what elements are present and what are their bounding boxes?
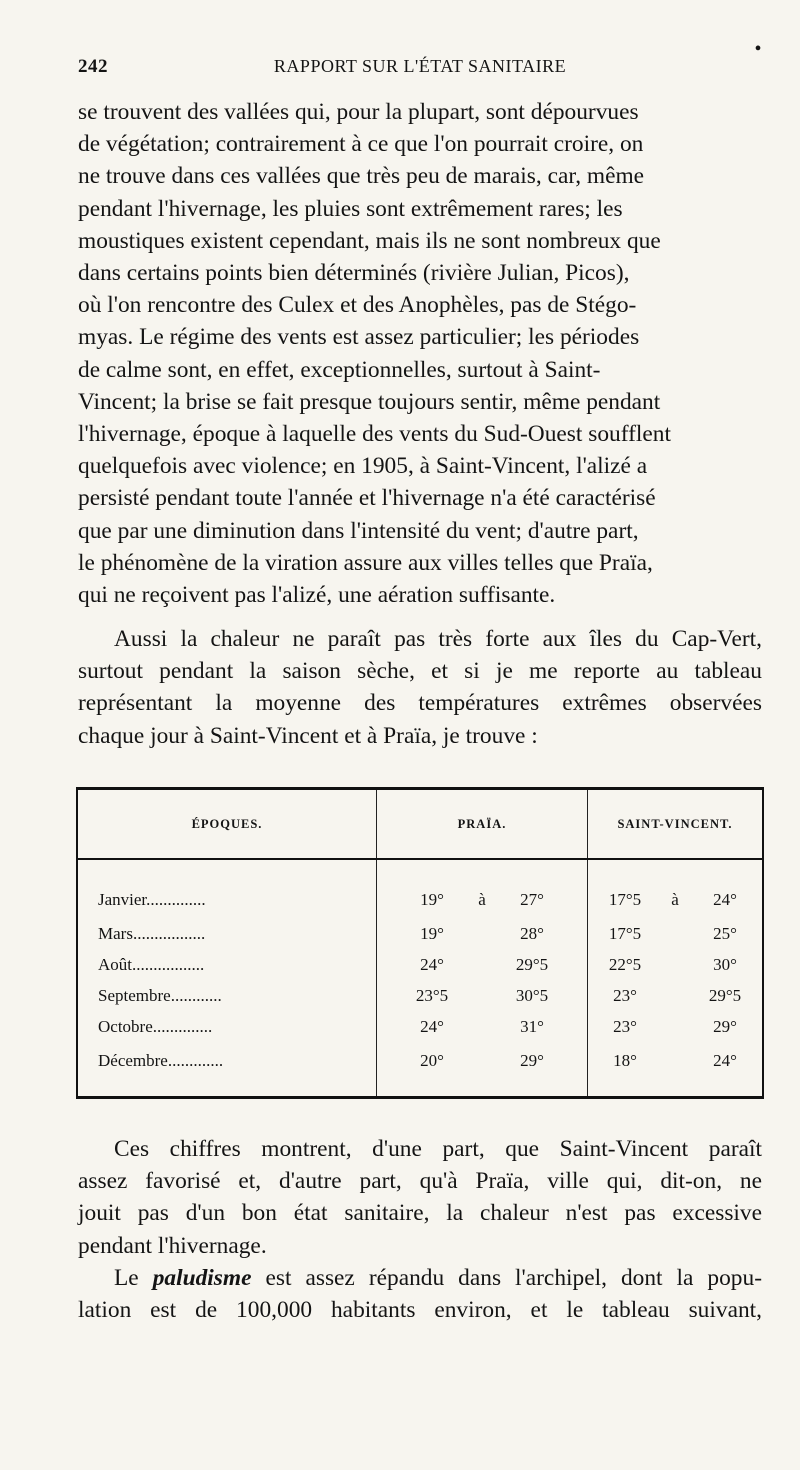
cell-saint-vincent-min: 17°5 — [608, 923, 642, 943]
text-line — [78, 1262, 762, 1294]
text-fragment: est assez répandu dans l'archipel, dont la popu- — [251, 1265, 762, 1291]
table-row — [78, 980, 762, 1011]
text-line: le phénomène de la viration assure aux villes telles que Praïa, — [78, 549, 653, 576]
cell-praia — [377, 918, 588, 949]
cell-praia-max: 29°5 — [515, 954, 549, 974]
cell-saint-vincent — [588, 1012, 763, 1043]
text-line: assez favorisé et, d'autre part, qu'à Praïa, ville qui, dit-on, ne — [78, 1168, 762, 1195]
cell-praia-min: 23°5 — [415, 986, 449, 1006]
cell-praia-min: 20° — [420, 1050, 444, 1070]
paragraph-3 — [78, 1133, 762, 1262]
cell-saint-vincent — [588, 918, 763, 949]
cell-epoque: Septembre............ — [78, 980, 377, 1011]
ink-dot: • — [754, 38, 762, 60]
cell-epoque: Janvier.............. — [78, 859, 377, 918]
text-line: l'hivernage, époque à laquelle des vents du Sud-Ouest soufflent — [78, 421, 671, 448]
cell-praia-min: 24° — [420, 954, 444, 974]
text-line: chaque jour à Saint-Vincent et à Praïa, je trouve : — [78, 722, 538, 749]
text-line: pendant l'hivernage. — [78, 1232, 267, 1259]
table-row — [78, 918, 762, 949]
cell-praia-max: 31° — [520, 1017, 544, 1037]
italic-term: paludisme — [152, 1265, 252, 1291]
text-line: où l'on rencontre des Culex et des Anophèles, pas de Stégo- — [78, 292, 637, 319]
text-line: surtout pendant la saison sèche, et si je me reporte au tableau — [78, 658, 762, 685]
cell-praia — [377, 859, 588, 918]
cell-epoque: Décembre............. — [78, 1043, 377, 1096]
text-line: de calme sont, en effet, exceptionnelles, surtout à Saint- — [78, 356, 601, 383]
header-praia: PRAÏA. — [377, 790, 588, 859]
cell-praia-max: 28° — [520, 923, 544, 943]
text-fragment: Le — [114, 1265, 153, 1291]
paragraph-1 — [78, 96, 762, 611]
cell-praia-max: 29° — [520, 1050, 544, 1070]
cell-praia-sep: à — [478, 889, 486, 909]
cell-praia-min: 24° — [420, 1017, 444, 1037]
text-line: Ces chiffres montrent, d'une part, que Saint-Vincent paraît — [114, 1136, 762, 1162]
cell-saint-vincent-sep: à — [671, 889, 679, 909]
text-line: myas. Le régime des vents est assez particulier; les périodes — [78, 324, 640, 351]
temperature-table — [76, 787, 764, 1099]
running-title: RAPPORT SUR L'ÉTAT SANITAIRE — [273, 56, 567, 76]
text-line: de végétation; contrairement à ce que l'on pourrait croire, on — [78, 131, 644, 158]
text-line: persisté pendant toute l'année et l'hivernage n'a été caractérisé — [78, 485, 656, 512]
table-row — [78, 1043, 762, 1096]
table-row — [78, 1012, 762, 1043]
cell-praia-min: 19° — [420, 889, 444, 909]
text-line: quelquefois avec violence; en 1905, à Saint-Vincent, l'alizé a — [78, 453, 648, 480]
cell-saint-vincent-min: 18° — [613, 1050, 637, 1070]
text-line: se trouvent des vallées qui, pour la plupart, sont dépourvues — [78, 99, 639, 125]
page-number: 242 — [78, 56, 108, 77]
cell-saint-vincent-max: 29° — [713, 1017, 737, 1037]
table-row — [78, 859, 762, 918]
page-header — [78, 38, 762, 86]
cell-saint-vincent — [588, 980, 763, 1011]
text-line: Aussi la chaleur ne paraît pas très forte aux îles du Cap-Vert, — [114, 626, 762, 652]
cell-praia-max: 27° — [520, 889, 544, 909]
cell-saint-vincent-min: 23° — [613, 986, 637, 1006]
cell-saint-vincent — [588, 859, 763, 918]
table-row — [78, 949, 762, 980]
text-line: moustiques existent cependant, mais ils ne sont nombreux que — [78, 227, 661, 254]
text-line: représentant la moyenne des températures extrêmes observées — [78, 690, 762, 717]
cell-praia — [377, 949, 588, 980]
cell-saint-vincent-min: 17°5 — [608, 889, 642, 909]
header-epoques: ÉPOQUES. — [78, 790, 377, 859]
paragraph-2 — [78, 623, 762, 752]
cell-praia-max: 30°5 — [515, 986, 549, 1006]
cell-saint-vincent-max: 24° — [713, 1050, 737, 1070]
cell-saint-vincent-min: 22°5 — [608, 954, 642, 974]
text-line: ne trouve dans ces vallées que très peu de marais, car, même — [78, 163, 645, 190]
cell-praia — [377, 1012, 588, 1043]
header-saint-vincent: SAINT-VINCENT. — [588, 790, 763, 859]
text-line: dans certains points bien déterminés (rivière Julian, Picos), — [78, 260, 630, 287]
cell-epoque: Août................. — [78, 949, 377, 980]
cell-saint-vincent-max: 29°5 — [708, 986, 742, 1006]
text-line: lation est de 100,000 habitants environ, et le tableau suivant, — [78, 1297, 762, 1324]
cell-praia — [377, 1043, 588, 1096]
cell-saint-vincent-min: 23° — [613, 1017, 637, 1037]
cell-epoque: Octobre.............. — [78, 1012, 377, 1043]
text-line: que par une diminution dans l'intensité du vent; d'autre part, — [78, 517, 639, 544]
cell-saint-vincent — [588, 949, 763, 980]
text-line: qui ne reçoivent pas l'alizé, une aération suffisante. — [78, 582, 556, 609]
cell-saint-vincent-max: 30° — [713, 954, 737, 974]
cell-praia — [377, 980, 588, 1011]
text-line: jouit pas d'un bon état sanitaire, la chaleur n'est pas excessive — [78, 1200, 762, 1227]
cell-saint-vincent-max: 24° — [713, 889, 737, 909]
text-line: pendant l'hivernage, les pluies sont extrêmement rares; les — [78, 195, 623, 222]
paragraph-4 — [78, 1262, 762, 1326]
cell-epoque: Mars................. — [78, 918, 377, 949]
cell-praia-min: 19° — [420, 923, 444, 943]
text-line: Vincent; la brise se fait presque toujours sentir, même pendant — [78, 388, 661, 415]
cell-saint-vincent-max: 25° — [713, 923, 737, 943]
cell-saint-vincent — [588, 1043, 763, 1096]
